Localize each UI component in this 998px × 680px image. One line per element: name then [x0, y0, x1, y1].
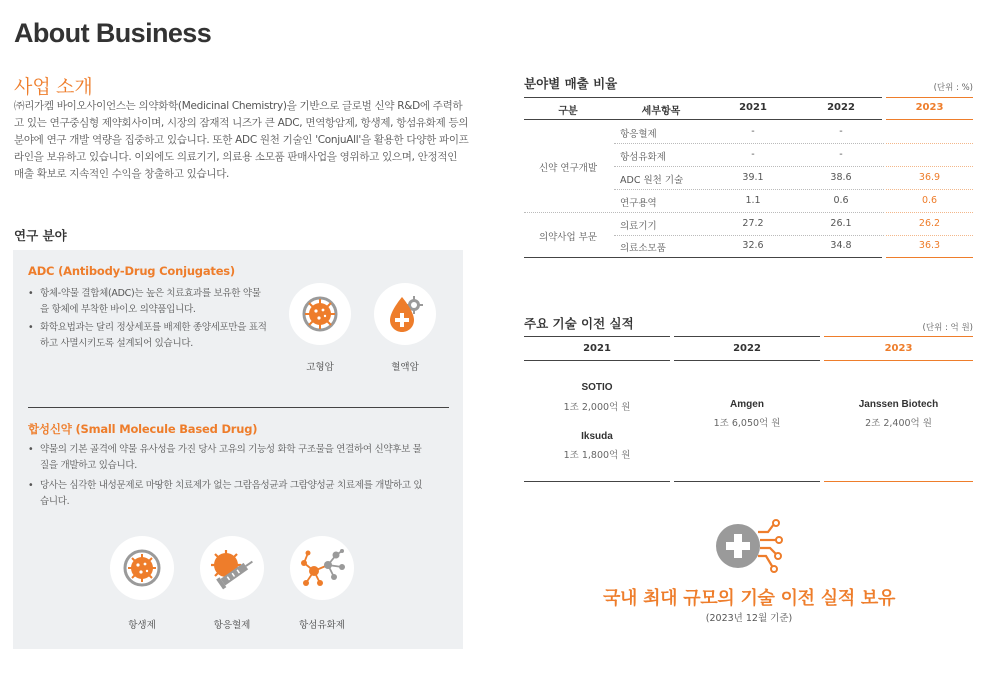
table-rule	[524, 481, 670, 482]
table-rule	[524, 336, 670, 337]
tech-table-title: 주요 기술 이전 실적	[524, 316, 634, 331]
tech-company: Janssen Biotech	[858, 399, 939, 410]
sales-2021: 27.2	[742, 218, 764, 229]
sales-header-2021: 2021	[739, 102, 767, 113]
row-divider	[524, 212, 884, 213]
virus-icon	[289, 283, 351, 345]
small-molecule-bullet-1: • 약물의 기본 골격에 약물 유사성을 가진 당사 고유의 기능성 화학 구조물을 연결하여 신약후보 물질을 개발하고 있습니다.	[28, 444, 422, 471]
tech-header-2022: 2022	[733, 343, 761, 354]
sales-2022: 26.1	[830, 218, 852, 229]
intro-text: ㈜리가켐 바이오사이언스는 의약화학(Medicinal Chemistry)을 기반으로 글로벌 신약 R&D에 주력하고 있는 연구중심형 제약회사이며, 시장의 잠재적 니즈가 큰 ADC, 면역항암제, 항생제, 항섬유화제 등의 분야에 연구 개발 역량을 집중하고 있습니다. 또한 ADC 원천 기술인 'ConjuAll'을 활용한 다양한 파이프라인을 보유하고 있습니다. 이외에도 의료기기, 의료용 소모품 판매사업을 영위하고 있으며, 안정적인 매출 확보로 지속적인 수익을 창출하고 있습니다.	[14, 100, 469, 180]
sales-2021: 39.1	[742, 172, 764, 183]
row-divider	[886, 189, 973, 190]
sales-2023: 0.6	[921, 195, 938, 206]
sales-2022: -	[839, 126, 843, 137]
sales-item: 항섬유화제	[620, 152, 666, 163]
table-rule-highlight	[824, 360, 973, 361]
sales-table-title: 분야별 매출 비율	[524, 76, 618, 91]
tech-amount: 1조 6,050억 원	[713, 418, 781, 429]
table-rule	[674, 360, 820, 361]
tech-company: Amgen	[730, 399, 764, 410]
tech-amount: 2조 2,400억 원	[865, 418, 932, 429]
table-rule-highlight	[886, 257, 973, 258]
sales-2023: 36.9	[918, 172, 941, 183]
table-rule	[524, 360, 670, 361]
sales-2022: 34.8	[830, 240, 852, 251]
table-rule	[524, 119, 882, 120]
row-divider	[886, 212, 973, 213]
sales-item: 연구용역	[620, 198, 657, 209]
sales-2022: -	[839, 149, 843, 160]
icon-label-solid-tumor: 고형암	[306, 362, 334, 373]
sales-2021: 32.6	[742, 240, 764, 251]
adc-title: ADC (Antibody-Drug Conjugates)	[28, 264, 235, 278]
tech-header-2021: 2021	[583, 343, 611, 354]
syringe-virus-icon	[200, 536, 264, 600]
section-divider	[28, 407, 449, 408]
sales-2021: 1.1	[745, 195, 761, 206]
sales-2021: -	[751, 149, 755, 160]
sales-2021: -	[751, 126, 755, 137]
row-divider	[614, 143, 884, 144]
sales-item: 의료기기	[620, 221, 657, 232]
tech-company: SOTIO	[581, 382, 613, 393]
sales-2023: 26.2	[918, 218, 941, 229]
adc-bullet-2: • 화학요법과는 달리 정상세포를 배제한 종양세포만을 표적하고 사멸시키도록 설계되어 있습니다.	[28, 322, 267, 349]
intro-title: 사업 소개	[14, 77, 93, 98]
tech-company: Iksuda	[581, 431, 613, 442]
sales-group-rnd: 신약 연구개발	[538, 163, 598, 174]
bacteria-icon	[110, 536, 174, 600]
table-rule	[674, 336, 820, 337]
icon-label-antifibrotic: 항섬유화제	[299, 620, 345, 631]
table-rule	[524, 97, 882, 98]
small-molecule-bullet-2: • 당사는 심각한 내성문제로 마땅한 치료제가 없는 그람음성균과 그람양성균 치료제를 개발하고 있습니다.	[28, 480, 423, 507]
sales-2022: 0.6	[833, 195, 849, 206]
page-title: About Business	[14, 18, 212, 48]
sales-item: 의료소모품	[620, 243, 666, 254]
sales-table-unit: (단위 : %)	[933, 83, 973, 93]
sales-item: ADC 원천 기술	[620, 175, 684, 186]
row-divider	[614, 189, 884, 190]
sales-header-item: 세부항목	[641, 106, 681, 117]
row-divider	[886, 235, 973, 236]
sales-header-category: 구분	[558, 106, 578, 117]
row-divider	[614, 235, 884, 236]
sales-item: 항응혈제	[620, 129, 657, 140]
blood-drop-icon	[374, 283, 436, 345]
medical-network-icon	[714, 518, 786, 579]
table-rule	[524, 257, 882, 258]
research-title: 연구 분야	[14, 228, 67, 243]
table-rule-highlight	[886, 97, 973, 98]
sales-2022: 38.6	[830, 172, 852, 183]
icon-label-blood-cancer: 혈액암	[391, 362, 419, 373]
molecule-icon	[290, 536, 354, 600]
tech-table-unit: (단위 : 억 원)	[922, 323, 973, 333]
row-divider	[886, 143, 973, 144]
icon-label-anticoagulant: 항응혈제	[213, 620, 251, 631]
highlight-title: 국내 최대 규모의 기술 이전 실적 보유	[602, 588, 896, 609]
icon-label-antibiotics: 항생제	[128, 620, 156, 631]
table-rule	[674, 481, 820, 482]
row-divider	[614, 166, 884, 167]
row-divider	[886, 166, 973, 167]
highlight-subtitle: (2023년 12월 기준)	[705, 613, 793, 624]
table-rule-highlight	[886, 119, 973, 120]
tech-amount: 1조 1,800억 원	[563, 450, 631, 461]
sales-header-2023: 2023	[915, 102, 944, 113]
small-molecule-title: 합성신약 (Small Molecule Based Drug)	[28, 422, 258, 436]
sales-2023: 36.3	[918, 240, 941, 251]
sales-group-pharma: 의약사업 부문	[538, 232, 598, 243]
table-rule-highlight	[824, 336, 973, 337]
tech-header-2023: 2023	[884, 343, 913, 354]
adc-bullet-1: • 항체-약물 결합체(ADC)는 높은 치료효과를 보유한 약물을 항체에 부착한 바이오 의약품입니다.	[28, 288, 261, 315]
tech-amount: 1조 2,000억 원	[563, 402, 631, 413]
table-rule-highlight	[824, 481, 973, 482]
sales-header-2022: 2022	[827, 102, 855, 113]
